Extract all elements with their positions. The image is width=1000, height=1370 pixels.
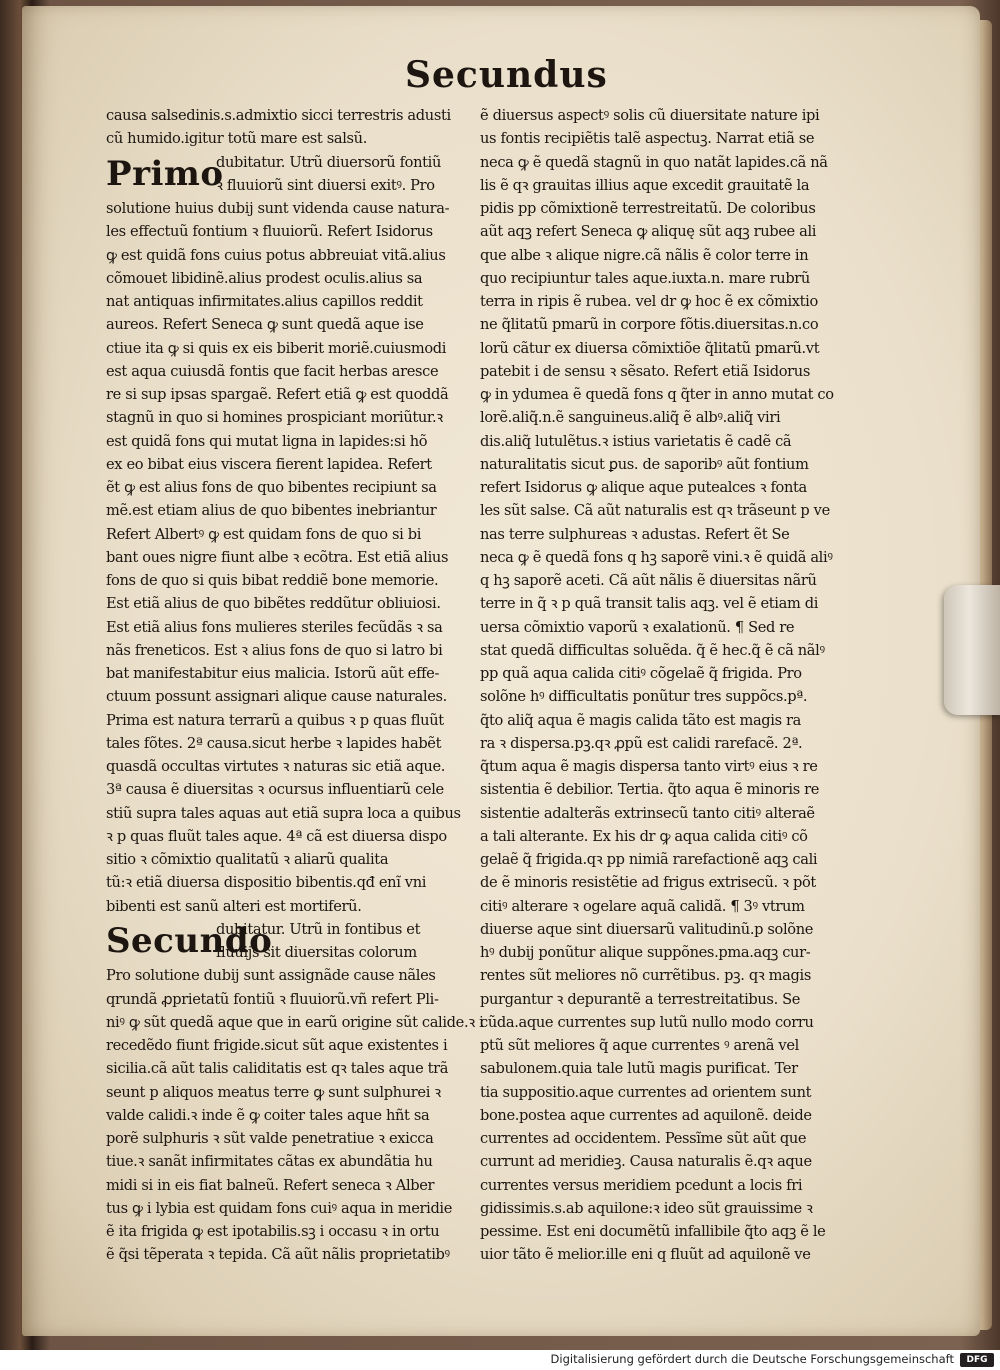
text-line: gelaẽ q̃ frigida.qꝛ pp nimiã rarefactionẽ aqꝫ cali	[480, 851, 818, 868]
text-line: ꝙ in ydumea ẽ quedã fons q q̃ter in anno mutat co	[480, 386, 834, 403]
initial-word: Primo	[106, 153, 224, 194]
text-line: pidis pp cõmixtionẽ terrestreitatũ. De coloribus	[480, 200, 816, 217]
text-line: porẽ sulphuris ꝛ sũt valde penetratiue ꝛ exicca	[106, 1130, 434, 1147]
text-line: ptũ sũt meliores q̃ aque currentes ꝰ arenã vel	[480, 1037, 799, 1054]
text-line: aureos. Refert Seneca ꝙ sunt quedã aque ise	[106, 316, 424, 334]
text-line: pp quã aqua calida citiꝰ cõgelaẽ q̃ frigida. Pro	[480, 665, 802, 682]
text-line: que albe ꝛ alique nigre.cã nãlis ẽ color terre in	[480, 246, 809, 264]
text-line: midi si in eis fiat balneũ. Refert seneca ꝛ Alber	[106, 1176, 435, 1194]
text-line: cũ humido.igitur totũ mare est salsũ.	[106, 130, 367, 148]
text-line: quo recipiuntur tales aque.iuxta.n. mare rubrũ	[480, 269, 810, 287]
text-line: cũda.aque currentes sup lutũ nullo modo corru	[480, 1013, 814, 1031]
text-line: patebit i de sensu ꝛ sẽsato. Refert etiã Isidorus	[480, 362, 810, 380]
text-line: aũt aqꝫ refert Seneca ꝙ aliquę sũt aqꝫ rubee ali	[480, 223, 817, 241]
text-line: est aqua cuiusdã fontis que facit herbas aresce	[106, 362, 439, 380]
text-line: tia suppositio.aque currentes ad orientem sunt	[480, 1083, 812, 1101]
text-line: solõne hꝰ difficultatis ponũtur tres suppõcs.pª.	[480, 688, 808, 706]
text-line: mẽ.est etiam alius de quo bibentes inebriantur	[106, 502, 437, 520]
footer-bar	[0, 1350, 1000, 1370]
left-text-column	[106, 104, 484, 1267]
text-line: Prima est natura terrarũ a quibus ꝛ p quas fluũt	[106, 711, 444, 729]
text-line: ẽ ita frigida ꝙ est ipotabilis.sꝫ i occasu ꝛ in ortu	[106, 1223, 440, 1240]
text-line: nat antiquas infirmitates.alius capillos reddit	[106, 293, 423, 310]
text-line: qrundã ꝓprietatũ fontiũ ꝛ fluuiorũ.vñ refert Pli-	[106, 990, 439, 1008]
text-line: nãs freneticos. Est ꝛ alius fons de quo si latro bi	[106, 641, 443, 659]
text-line: lis ẽ qꝛ grauitas illius aque excedit grauitatẽ la	[480, 176, 810, 194]
text-line: sitio ꝛ cõmixtio qualitatũ ꝛ aliarũ qualita	[106, 851, 389, 868]
text-line: ra ꝛ dispersa.pꝫ.qꝛ ꝓpũ est calidi rarefacẽ. 2ª.	[480, 734, 803, 752]
text-line: neca ꝙ ẽ quedã fons q hꝫ saporẽ vini.ꝛ ẽ quidã aliꝰ	[480, 548, 833, 566]
text-line: cõmouet libidinẽ.alius prodest oculis.alius sa	[106, 269, 423, 287]
text-line: q̃to aliq̃ aqua ẽ magis calida tãto est magis ra	[480, 711, 802, 729]
text-line: terra in ripis ẽ rubea. vel dr ꝙ hoc ẽ ex cõmixtio	[480, 293, 818, 310]
text-line: causa salsedinis.s.admixtio sicci terrestris adusti	[106, 107, 451, 124]
text-line: bibenti est sanũ alteri est mortiferũ.	[106, 897, 362, 915]
text-line: nas terre sulphureas ꝛ adustas. Refert ẽt Se	[480, 525, 790, 543]
text-line: fons de quo si quis bibat reddiẽ bone memorie.	[106, 572, 439, 589]
text-line: q̃tum aqua ẽ magis dispersa tanto virtꝰ eius ꝛ re	[480, 758, 818, 775]
text-line: seunt p aliquos meatus terre ꝙ sunt sulphurei ꝛ	[106, 1083, 441, 1101]
text-line: ex eo bibat eius viscera fierent lapidea. Refert	[106, 455, 432, 473]
text-line: solutione huius dubij sunt videnda cause natura-	[106, 200, 450, 217]
text-line: sistentie adalterãs extrinsecũ tanto citiꝰ alteraẽ	[480, 804, 815, 822]
section-opening	[106, 918, 474, 965]
text-line: currentes ad occidentem. Pessĩme sũt aũt que	[480, 1130, 807, 1147]
text-line: purgantur ꝛ depurantẽ a terrestreitatibus. Se	[480, 990, 801, 1008]
text-line: est quidã fons qui mutat ligna in lapides:si hõ	[106, 432, 428, 450]
text-line: q hꝫ saporẽ aceti. Cã aũt nãlis ẽ diuersitas nãrũ	[480, 572, 817, 589]
text-line: 3ª causa ẽ diuersitas ꝛ ocursus influentiarũ cele	[106, 781, 444, 799]
text-line: tus ꝙ i lybia est quidam fons cuiꝰ aqua in meridie	[106, 1199, 453, 1217]
text-line: ẽt ꝙ est alius fons de quo bibentes recipiunt sa	[106, 479, 437, 496]
text-line: tũ:ꝛ etiã diuersa dispositio bibentis.qđ enĩ vni	[106, 874, 427, 892]
text-line: dubitatur. Utrũ in fontibus et	[216, 920, 421, 938]
text-line: fluuijs sit diuersitas colorum	[216, 944, 417, 961]
text-line: ẽ q̃si tẽperata ꝛ tepida. Cã aũt nãlis proprietatibꝰ	[106, 1246, 450, 1264]
text-line: bant oues nigre fiunt albe ꝛ ecõtra. Est etiã alius	[106, 548, 449, 566]
initial-side-lines	[216, 151, 474, 198]
text-line: ctuum possunt assignari alique cause naturales.	[106, 688, 447, 706]
text-line: neca ꝙ ẽ quedã stagnũ in quo natãt lapides.cã nã	[480, 153, 828, 171]
text-line: a tali alterante. Ex his dr ꝙ aqua calida citiꝰ cõ	[480, 827, 808, 845]
text-line: quasdã occultas virtutes ꝛ naturas sic etiã aque.	[106, 758, 446, 775]
initial-side-lines	[216, 918, 474, 965]
text-line: rentes sũt meliores nõ currẽtibus. pꝫ. qꝛ magis	[480, 967, 811, 985]
text-line: citiꝰ alterare ꝛ ogelare aquã calidã. ¶ 3ꝰ vtrum	[480, 897, 805, 915]
text-line: les sũt salse. Cã aũt naturalis est qꝛ trãseunt p ve	[480, 502, 830, 520]
text-line: dubitatur. Utrũ diuersorũ fontiũ	[216, 153, 442, 171]
text-line: ꝛ fluuiorũ sint diuersi exitꝰ. Pro	[216, 176, 435, 194]
text-line: Refert Albertꝰ ꝙ est quidam fons de quo si bi	[106, 525, 422, 543]
text-line: bat manifestabitur eius malicia. Istorũ aũt effe-	[106, 665, 440, 682]
text-line: terre in q̃ ꝛ p quã transit talis aqꝫ. vel ẽ etiam di	[480, 595, 819, 613]
text-line: ne q̃litatũ pmarũ in corpore fõtis.diuersitas.n.co	[480, 316, 819, 334]
text-line: niꝰ ꝙ sũt quedã aque que in earũ origine sũt calide.ꝛ i	[106, 1013, 484, 1031]
dfg-logo: DFG	[960, 1353, 994, 1367]
text-line: Est etiã alius de quo bibẽtes reddũtur obliuiosi.	[106, 595, 441, 613]
text-line: bone.postea aque currentes ad aquilonẽ. deide	[480, 1106, 812, 1124]
text-line: sabulonem.quia tale lutũ magis purificat. Ter	[480, 1060, 798, 1078]
text-line: valde calidi.ꝛ inde ẽ ꝙ coiter tales aque hñt sa	[106, 1106, 430, 1124]
text-line: sicilia.cã aũt talis caliditatis est qꝛ tales aque trã	[106, 1060, 449, 1078]
text-line: currentes versus meridiem pcedunt a locis fri	[480, 1176, 803, 1194]
text-line: us fontis recipiẽtis talẽ aspectuꝫ. Narrat etiã se	[480, 130, 815, 148]
text-line: dis.aliq̃ lutulẽtus.ꝛ istius varietatis ẽ cadẽ cã	[480, 432, 792, 450]
text-line: gidissimis.s.ab aquilone:ꝛ ideo sũt grauissime ꝛ	[480, 1199, 813, 1217]
bookmark-tab	[944, 585, 1000, 715]
text-line: pessime. Est eni documẽtũ infallibile q̃to aqꝫ ẽ le	[480, 1223, 826, 1240]
text-line: hꝰ dubij ponũtur alique suppõnes.pma.aqꝫ cur-	[480, 944, 811, 961]
text-line: re si sup ipsas spargaẽ. Refert etiã ꝙ est quoddã	[106, 386, 449, 403]
text-line: stiũ supra tales aquas aut etiã supra loca a quibus	[106, 804, 461, 822]
text-line: les effectuũ fontium ꝛ fluuiorũ. Refert Isidorus	[106, 223, 433, 241]
text-line: tiue.ꝛ sanãt infirmitates cãtas ex abundãtia hu	[106, 1153, 433, 1171]
text-line: de ẽ minoris resistẽtie ad frigus extrisecũ. ꝛ põt	[480, 874, 816, 892]
text-line: Pro solutione dubij sunt assignãde cause nãles	[106, 967, 436, 985]
text-line: uersa cõmixtio vaporũ ꝛ exalationũ. ¶ Sed re	[480, 618, 795, 636]
text-line: ẽ diuersus aspectꝰ solis cũ diuersitate nature ipi	[480, 107, 820, 124]
text-line: sistentia ẽ debilior. Tertia. q̃to aqua ẽ minoris re	[480, 781, 820, 799]
text-line: uior tãto ẽ melior.ille eni q fluũt ad aquilonẽ ve	[480, 1246, 811, 1264]
text-line: currunt ad meridieꝫ. Causa naturalis ẽ.qꝛ aque	[480, 1153, 812, 1171]
text-line: stagnũ in quo si homines prospiciant moriũtur.ꝛ	[106, 409, 443, 427]
footer-credit: Digitalisierung gefördert durch die Deutsche Forschungsgemeinschaft	[550, 1352, 954, 1366]
text-line: lorẽ.aliq̃.n.ẽ sanguineus.aliq̃ ẽ albꝰ.aliq̃ viri	[480, 409, 781, 427]
text-line: ꝛ p quas fluũt tales aque. 4ª cã est diuersa dispo	[106, 827, 447, 845]
text-line: stat quedã difficultas soluẽda. q̃ ẽ hec.q̃ ẽ cã nãlꝰ	[480, 641, 825, 659]
text-line: refert Isidorus ꝙ alique aque putealces ꝛ fonta	[480, 479, 807, 496]
text-line: ctiue ita ꝙ si quis ex eis biberit moriẽ.cuiusmodi	[106, 339, 447, 357]
text-line: naturalitatis sicut ꝑus. de saporibꝰ aũt fontium	[480, 455, 809, 473]
right-text-column	[480, 104, 848, 1267]
running-head: Secundus	[405, 54, 608, 96]
text-line: ꝙ est quidã fons cuius potus abbreuiat vitã.alius	[106, 246, 446, 264]
text-line: recedẽdo fiunt frigide.sicut sũt aque existentes i	[106, 1037, 448, 1054]
text-line: diuerse aque sint diuersarũ valitudinũ.p solõne	[480, 920, 814, 938]
text-line: Est etiã alius fons mulieres steriles fecũdãs ꝛ sa	[106, 618, 443, 636]
section-opening	[106, 151, 474, 198]
initial-word: Secundo	[106, 920, 273, 961]
text-line: tales fõtes. 2ª causa.sicut herbe ꝛ lapides habẽt	[106, 734, 442, 752]
text-line: lorũ cãtur ex diuersa cõmixtiõe q̃litatũ pmarũ.vt	[480, 339, 820, 357]
